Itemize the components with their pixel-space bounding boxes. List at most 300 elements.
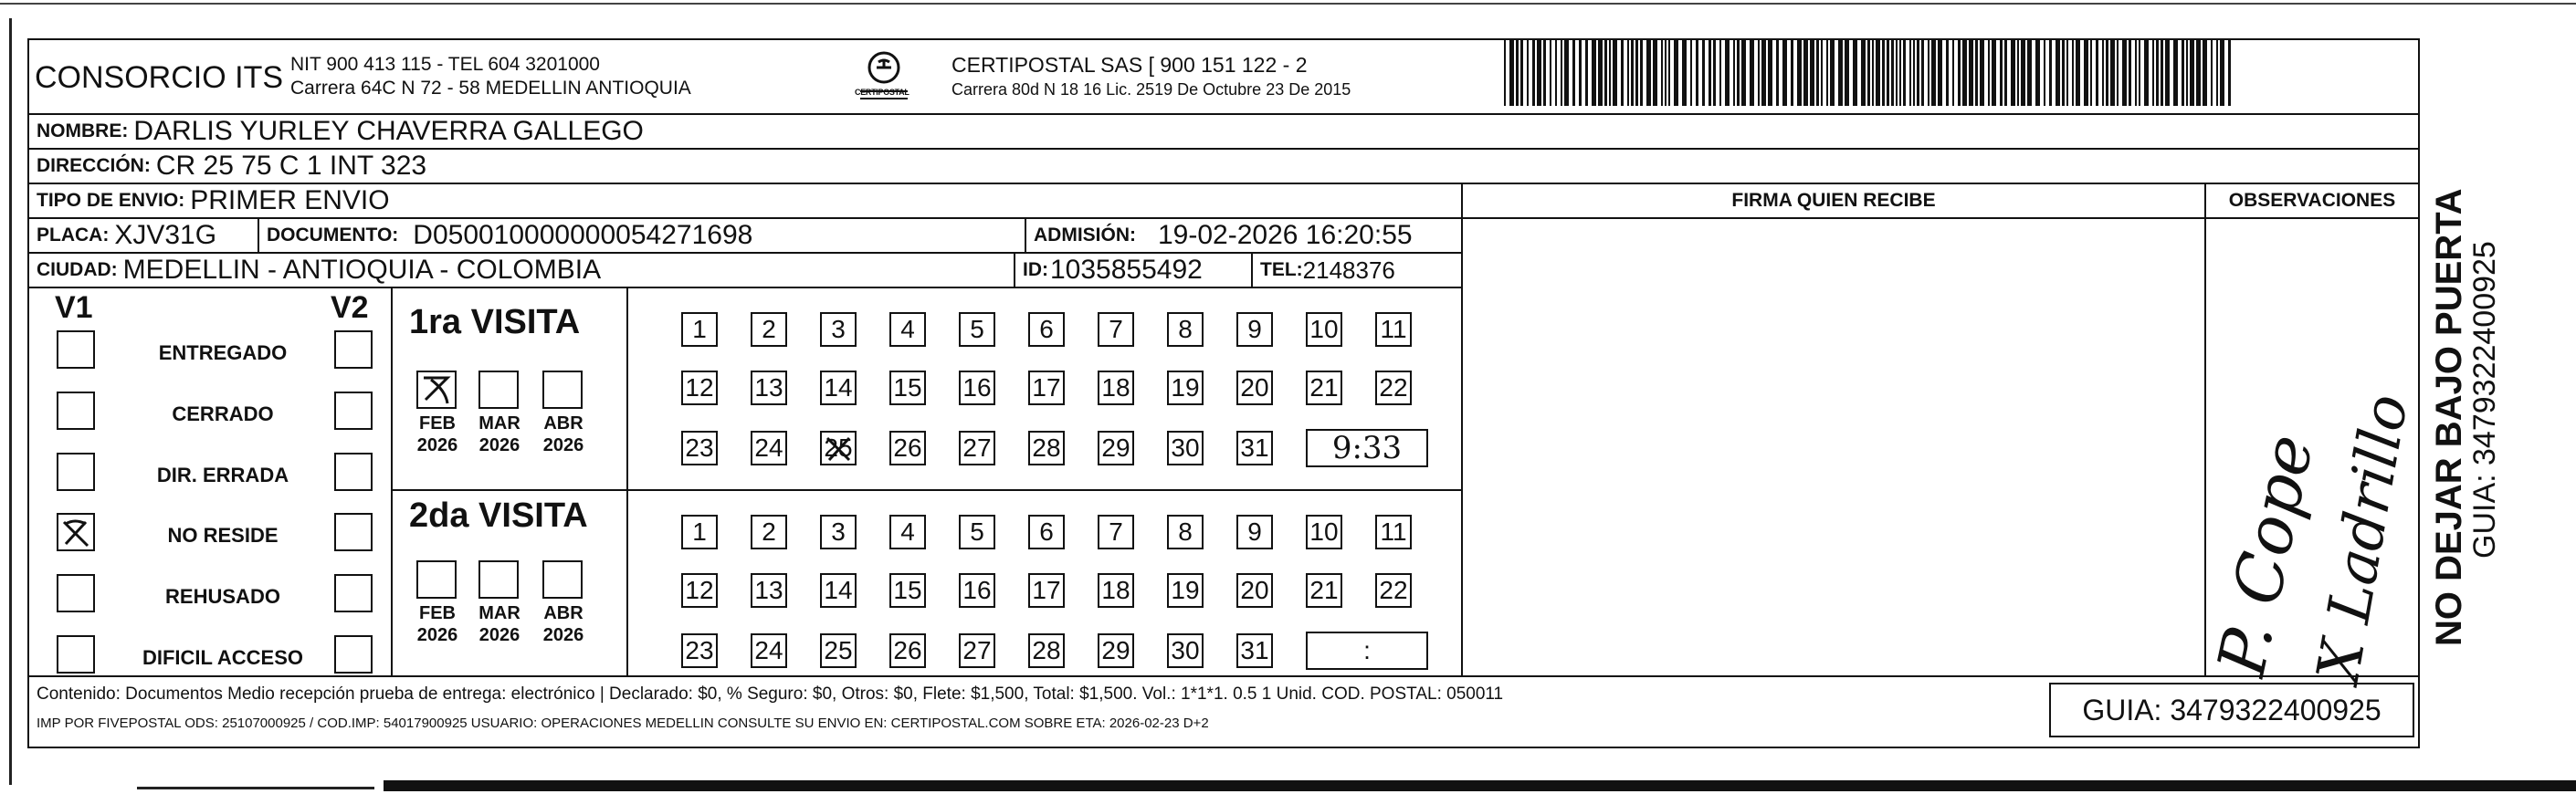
visit1-day-number: 7 <box>1109 315 1123 343</box>
visit2-day-box[interactable] <box>681 633 718 668</box>
side-guia: GUIA: 3479322400925 <box>2467 241 2502 559</box>
visit2-day-number: 24 <box>754 636 783 664</box>
visit1-day-box[interactable] <box>820 312 857 347</box>
barcode-bar <box>1791 40 1793 106</box>
visit1-day-box[interactable] <box>1306 371 1342 405</box>
visit1-month-checkbox[interactable] <box>542 371 583 409</box>
barcode-bar <box>1946 40 1949 106</box>
visit1-day-number: 14 <box>824 373 853 402</box>
visit2-day-number: 22 <box>1379 576 1408 604</box>
visit2-day-box[interactable] <box>959 633 995 668</box>
barcode-bar <box>1550 40 1551 106</box>
v1-checkbox[interactable] <box>57 513 95 551</box>
company-name: CONSORCIO ITS <box>35 60 284 95</box>
barcode-bar <box>1872 40 1874 106</box>
visit2-month-year: 2026 <box>478 625 520 645</box>
barcode-bar <box>1913 40 1915 106</box>
barcode-bar <box>1665 40 1667 106</box>
visit1-day-box[interactable] <box>959 312 995 347</box>
visit1-day-number: 31 <box>1240 434 1269 462</box>
visit1-day-box[interactable] <box>1167 371 1204 405</box>
barcode-bar <box>1604 40 1607 106</box>
ciudad-value: MEDELLIN - ANTIOQUIA - COLOMBIA <box>122 255 602 285</box>
barcode-bar <box>2072 40 2074 106</box>
visit2-day-number: 11 <box>1380 517 1407 546</box>
visit2-day-box[interactable] <box>681 573 718 608</box>
footer-guia-box <box>2049 683 2414 737</box>
visit1-day-box[interactable] <box>1236 312 1273 347</box>
visit2-month-checkbox[interactable] <box>416 560 457 599</box>
v2-checkbox[interactable] <box>334 574 373 612</box>
barcode-bar <box>2211 40 2213 106</box>
barcode-bar <box>1527 40 1529 106</box>
visit2-day-number: 6 <box>1039 517 1054 546</box>
visit2-day-number: 25 <box>824 636 853 664</box>
visit1-day-number: 10 <box>1309 315 1339 343</box>
status-label: REHUSADO <box>165 585 280 608</box>
visit2-day-number: 7 <box>1109 517 1123 546</box>
visit2-day-box[interactable] <box>1098 633 1134 668</box>
admision-value: 19-02-2026 16:20:55 <box>1158 220 1413 250</box>
visit1-month-name: ABR <box>543 413 584 434</box>
barcode-bar <box>2004 40 2007 106</box>
visit1-day-number: 16 <box>962 373 992 402</box>
barcode-bar <box>1520 40 1523 106</box>
visit2-day-number: 30 <box>1171 636 1200 664</box>
visit1-day-box[interactable] <box>1028 312 1065 347</box>
visit2-day-box[interactable] <box>889 515 926 549</box>
barcode-bar <box>1564 40 1569 106</box>
visit2-day-box[interactable] <box>1028 573 1065 608</box>
barcode-bar <box>1896 40 1898 106</box>
visit1-day-number: 30 <box>1171 434 1200 462</box>
status-label: DIFICIL ACCESO <box>142 646 303 669</box>
barcode-bar <box>2161 40 2163 106</box>
barcode-bar <box>1931 40 1936 106</box>
id-label: ID: <box>1023 259 1048 280</box>
visit2-day-box[interactable] <box>1167 515 1204 549</box>
v2-checkbox[interactable] <box>334 453 373 491</box>
visit1-day-number: 4 <box>900 315 915 343</box>
v2-checkbox[interactable] <box>334 635 373 674</box>
visit1-day-box[interactable] <box>1167 312 1204 347</box>
barcode-bar <box>1845 40 1849 106</box>
status-label: DIR. ERRADA <box>156 464 289 486</box>
barcode-bar <box>1826 40 1828 106</box>
visit1-day-number: 17 <box>1032 373 1061 402</box>
barcode-bar <box>1690 40 1692 106</box>
visit2-day-box[interactable] <box>889 633 926 668</box>
barcode-bar <box>2129 40 2131 106</box>
visit1-day-box[interactable] <box>1098 431 1134 465</box>
documento-cell <box>258 217 1026 254</box>
footer-guia: GUIA: 3479322400925 <box>2082 693 2381 726</box>
visit2-day-box[interactable] <box>820 633 857 668</box>
visit2-day-number: 2 <box>762 517 776 546</box>
visit1-day-number: 6 <box>1039 315 1054 343</box>
barcode-bar <box>1635 40 1638 106</box>
visit2-day-number: 18 <box>1101 576 1130 604</box>
visit2-day-box[interactable] <box>1375 573 1412 608</box>
barcode-bar <box>1572 40 1575 106</box>
barcode-bar <box>1899 40 1901 106</box>
barcode-bar <box>1646 40 1651 106</box>
visit2-day-box[interactable] <box>751 633 787 668</box>
barcode-bar <box>2066 40 2068 106</box>
tel-label: TEL: <box>1260 259 1303 280</box>
barcode-bar <box>1861 40 1866 106</box>
visit1-day-number: 3 <box>831 315 846 343</box>
barcode-bar <box>1958 40 1961 106</box>
barcode-bar <box>1975 40 1978 106</box>
visit2-day-box[interactable] <box>1236 515 1273 549</box>
barcode-bar <box>2203 40 2207 106</box>
barcode-bar <box>2144 40 2149 106</box>
barcode-bar <box>2182 40 2184 106</box>
visit1-day-number: 15 <box>893 373 922 402</box>
visit2-day-number: 29 <box>1101 636 1130 664</box>
v1-checkbox[interactable] <box>57 635 95 674</box>
barcode-bar <box>1682 40 1687 106</box>
v2-checkbox[interactable] <box>334 330 373 369</box>
barcode-bar <box>1653 40 1657 106</box>
barcode-bar <box>2106 40 2108 106</box>
barcode-bar <box>2216 40 2218 106</box>
visit1-day-box[interactable] <box>1236 431 1273 465</box>
visit2-day-number: 13 <box>754 576 783 604</box>
visit2-day-box[interactable] <box>681 515 718 549</box>
visit2-day-box[interactable] <box>959 515 995 549</box>
visit2-day-box[interactable] <box>1028 633 1065 668</box>
barcode-bar <box>2135 40 2137 106</box>
visit2-day-box[interactable] <box>1167 633 1204 668</box>
barcode-bar <box>2228 40 2231 106</box>
visit2-day-box[interactable] <box>1167 573 1204 608</box>
tel-cell <box>1251 252 1463 288</box>
visit2-day-box[interactable] <box>889 573 926 608</box>
barcode-bar <box>1631 40 1634 106</box>
barcode-bar <box>1830 40 1835 106</box>
footer-content-line: Contenido: Documentos Medio recepción prueba de entrega: electrónico | Declarado: $0, % Seguro: $0, Otros: $0, Flete: $1,500, Total: $1,500. Vol.: 1*1*1. 0.5 1 Unid. COD. POSTAL: 050011 <box>37 684 1504 704</box>
barcode-bar <box>1627 40 1629 106</box>
nombre-row <box>27 113 2420 150</box>
visit1-day-number: 19 <box>1171 373 1200 402</box>
visit2-day-box[interactable] <box>820 573 857 608</box>
visit1-day-box[interactable] <box>681 431 718 465</box>
barcode-bar <box>1516 40 1519 106</box>
barcode-bar <box>1598 40 1603 106</box>
barcode-bar <box>1509 40 1514 106</box>
visit1-month-checkbox[interactable] <box>478 371 519 409</box>
handwritten-check-mark-icon <box>418 372 455 409</box>
visit2-day-number: 3 <box>831 517 846 546</box>
observaciones-note-2: X Ladrillo <box>2305 389 2423 687</box>
observaciones-header: OBSERVACIONES <box>2228 190 2396 211</box>
visit2-day-box[interactable] <box>959 573 995 608</box>
visit1-day-number: 26 <box>893 434 922 462</box>
visit2-month-year: 2026 <box>416 625 458 645</box>
visit1-day-box[interactable] <box>1375 371 1412 405</box>
barcode-bar <box>1713 40 1716 106</box>
visit1-month-year: 2026 <box>478 435 520 455</box>
barcode-bar <box>1992 40 1996 106</box>
page-edge-bottom <box>384 780 2576 791</box>
barcode-bar <box>1887 40 1889 106</box>
barcode-bar <box>1537 40 1541 106</box>
barcode-bar <box>1962 40 1967 106</box>
v2-checkbox[interactable] <box>334 513 373 551</box>
v1-checkbox[interactable] <box>57 392 95 430</box>
visit1-day-box[interactable] <box>820 431 857 465</box>
admision-cell <box>1025 217 1463 254</box>
documento-value: D050010000000054271698 <box>413 220 753 250</box>
barcode-bar <box>1952 40 1954 106</box>
visit1-day-box[interactable] <box>681 312 718 347</box>
visit1-day-number: 25 <box>824 434 853 462</box>
nombre-value: DARLIS YURLEY CHAVERRA GALLEGO <box>133 116 644 146</box>
courier-name: CERTIPOSTAL SAS [ 900 151 122 - 2 <box>952 53 1308 77</box>
visit1-day-number: 27 <box>962 434 992 462</box>
visit2-day-number: 28 <box>1032 636 1061 664</box>
barcode-bar <box>2152 40 2154 106</box>
barcode-bar <box>2056 40 2060 106</box>
visit2-day-box[interactable] <box>1028 515 1065 549</box>
footer-print-line: IMP POR FIVEPOSTAL ODS: 25107000925 / COD.IMP: 54017900925 USUARIO: OPERACIONES MEDELLIN CONSULTE SU ENVIO EN: CERTIPOSTAL.COM SOBRE ETA: 2026-02-23 D+2 <box>37 716 1209 731</box>
barcode-bar <box>2186 40 2188 106</box>
barcode-bar <box>1709 40 1711 106</box>
visit1-day-box[interactable] <box>751 312 787 347</box>
visit1-day-number: 2 <box>762 315 776 343</box>
barcode-bar <box>1504 40 1506 106</box>
visit1-month-checkbox[interactable] <box>416 371 457 409</box>
visit1-day-number: 1 <box>692 315 707 343</box>
placa-label: PLACA: <box>37 225 110 246</box>
visit2-month-checkbox[interactable] <box>478 560 519 599</box>
id-cell <box>1014 252 1253 288</box>
visit2-month-name: ABR <box>543 603 584 623</box>
page-edge-bottom-left <box>137 787 374 789</box>
visit1-month-name: MAR <box>478 413 520 434</box>
barcode-bar <box>2062 40 2065 106</box>
visit1-day-box[interactable] <box>889 371 926 405</box>
barcode-bar <box>1696 40 1698 106</box>
barcode-bar <box>1750 40 1754 106</box>
visit2-day-number: 27 <box>962 636 992 664</box>
barcode-bar <box>2139 40 2140 106</box>
visit2-day-box[interactable] <box>1236 573 1273 608</box>
visit2-day-box[interactable] <box>1375 515 1412 549</box>
barcode-bar <box>2165 40 2170 106</box>
visit1-day-box[interactable] <box>1098 312 1134 347</box>
barcode-bar <box>2122 40 2127 106</box>
v2-checkbox[interactable] <box>334 392 373 430</box>
visit2-day-box[interactable] <box>1306 573 1342 608</box>
visit2-day-number: 31 <box>1240 636 1269 664</box>
barcode-bar <box>1532 40 1535 106</box>
visit1-day-box[interactable] <box>1167 431 1204 465</box>
visit2-day-box[interactable] <box>751 515 787 549</box>
direccion-value: CR 25 75 C 1 INT 323 <box>155 151 427 181</box>
barcode-bar <box>1543 40 1546 106</box>
barcode-bar <box>1621 40 1624 106</box>
visit1-day-box[interactable] <box>1236 371 1273 405</box>
barcode-bar <box>1876 40 1880 106</box>
visit2-month-year: 2026 <box>542 625 584 645</box>
barcode-bar <box>1816 40 1819 106</box>
barcode-bar <box>1821 40 1823 106</box>
visit1-day-number: 24 <box>754 434 783 462</box>
visit1-day-number: 13 <box>754 373 783 402</box>
visit1-day-number: 23 <box>685 434 714 462</box>
visit1-day-box[interactable] <box>959 371 995 405</box>
nombre-label: NOMBRE: <box>37 120 129 141</box>
firma-header-cell <box>1461 183 2206 219</box>
barcode-bar <box>2027 40 2032 106</box>
barcode-bar <box>1561 40 1562 106</box>
visit1-day-box[interactable] <box>1028 371 1065 405</box>
company-nit: NIT 900 413 115 - TEL 604 3201000 <box>290 54 600 75</box>
barcode-bar <box>1867 40 1870 106</box>
visit1-day-box[interactable] <box>959 431 995 465</box>
status-label: NO RESIDE <box>167 524 279 547</box>
visit2-day-number: 16 <box>962 576 992 604</box>
barcode-bar <box>2102 40 2104 106</box>
visit1-month-name: FEB <box>419 413 456 434</box>
barcode-bar <box>1891 40 1894 106</box>
admision-label: ADMISIÓN: <box>1034 225 1136 246</box>
visit2-day-number: 1 <box>692 517 707 546</box>
visit1-day-number: 9 <box>1247 315 1262 343</box>
visit2-day-box[interactable] <box>1098 515 1134 549</box>
visit2-day-number: 14 <box>824 576 853 604</box>
visit2-time: : <box>1363 636 1371 664</box>
barcode-bar <box>1921 40 1924 106</box>
visit2-day-number: 15 <box>893 576 922 604</box>
visit2-day-box[interactable] <box>820 515 857 549</box>
courier-address: Carrera 80d N 18 16 Lic. 2519 De Octubre 23 De 2015 <box>952 80 1351 99</box>
visit1-day-box[interactable] <box>820 371 857 405</box>
barcode-bar <box>1661 40 1663 106</box>
visit2-day-box[interactable] <box>751 573 787 608</box>
barcode-bar <box>1917 40 1919 106</box>
barcode-bar <box>1609 40 1611 106</box>
barcode-bar <box>2156 40 2159 106</box>
visit2-day-number: 19 <box>1171 576 1200 604</box>
visit2-day-number: 9 <box>1247 517 1262 546</box>
id-value: 1035855492 <box>1050 255 1203 285</box>
barcode-bar <box>1674 40 1678 106</box>
visit1-day-box[interactable] <box>889 431 926 465</box>
page-edge-left <box>9 18 12 785</box>
tipo-value: PRIMER ENVIO <box>190 185 390 215</box>
barcode-bar <box>2220 40 2224 106</box>
company-address: Carrera 64C N 72 - 58 MEDELLIN ANTIOQUIA <box>290 78 691 99</box>
barcode-bar <box>1803 40 1808 106</box>
barcode-bar <box>2000 40 2003 106</box>
status-label: ENTREGADO <box>158 341 288 364</box>
visit2-day-number: 8 <box>1178 517 1193 546</box>
visit1-day-number: 21 <box>1309 373 1339 402</box>
visit2-day-box[interactable] <box>1098 573 1134 608</box>
barcode-bar <box>1810 40 1814 106</box>
visit2-month-name: FEB <box>419 603 456 623</box>
handwritten-x-mark-icon <box>822 433 857 472</box>
visit1-time-box[interactable] <box>1306 429 1428 467</box>
barcode-bar <box>1592 40 1596 106</box>
barcode-bar <box>2035 40 2040 106</box>
barcode-bar <box>1668 40 1670 106</box>
visit1-day-box[interactable] <box>751 431 787 465</box>
visit2-day-number: 12 <box>685 576 714 604</box>
barcode-bar <box>2173 40 2178 106</box>
visit1-day-box[interactable] <box>889 312 926 347</box>
barcode-bar <box>1761 40 1766 106</box>
visit1-day-box[interactable] <box>1098 371 1134 405</box>
visit2-day-number: 21 <box>1309 576 1339 604</box>
visit1-day-box[interactable] <box>1375 312 1412 347</box>
barcode <box>1502 40 2233 106</box>
v1-checkbox[interactable] <box>57 453 95 491</box>
visit2-month-checkbox[interactable] <box>542 560 583 599</box>
visit1-day-box[interactable] <box>1306 312 1342 347</box>
barcode-bar <box>2110 40 2115 106</box>
barcode-bar <box>1741 40 1746 106</box>
visit1-day-box[interactable] <box>681 371 718 405</box>
barcode-bar <box>1737 40 1740 106</box>
placa-value: XJV31G <box>114 220 217 250</box>
visit2-title: 2da VISITA <box>409 496 588 535</box>
barcode-bar <box>2021 40 2025 106</box>
barcode-bar <box>1768 40 1772 106</box>
visit2-day-number: 10 <box>1309 517 1339 546</box>
ciudad-cell <box>27 252 1015 288</box>
barcode-bar <box>2011 40 2015 106</box>
barcode-bar <box>1903 40 1906 106</box>
barcode-bar <box>1640 40 1643 106</box>
visit1-day-number: 8 <box>1178 315 1193 343</box>
firma-header: FIRMA QUIEN RECIBE <box>1731 190 1936 211</box>
barcode-bar <box>1579 40 1582 106</box>
barcode-bar <box>1702 40 1705 106</box>
visit1-title: 1ra VISITA <box>409 303 581 341</box>
v1-checkbox[interactable] <box>57 574 95 612</box>
status-label: CERRADO <box>172 402 274 425</box>
tipo-row <box>27 183 1463 219</box>
firma-column <box>1461 183 2206 677</box>
side-warning: NO DEJAR BAJO PUERTA <box>2429 188 2469 646</box>
visit1-day-box[interactable] <box>1028 431 1065 465</box>
barcode-bar <box>2090 40 2092 106</box>
barcode-bar <box>2017 40 2019 106</box>
logo-text: CERTIPOSTAL <box>855 88 909 97</box>
visit2-day-box[interactable] <box>1236 633 1273 668</box>
v1-label: V1 <box>55 290 93 325</box>
visit1-day-box[interactable] <box>751 371 787 405</box>
barcode-bar <box>1758 40 1760 106</box>
visit1-day-number: 11 <box>1380 315 1407 343</box>
visit1-day-number: 20 <box>1240 373 1269 402</box>
barcode-bar <box>1776 40 1779 106</box>
tel-value: 2148376 <box>1302 256 1395 284</box>
barcode-bar <box>1928 40 1929 106</box>
visit2-time-box[interactable] <box>1306 632 1428 670</box>
visit2-day-number: 4 <box>900 517 915 546</box>
barcode-bar <box>2076 40 2080 106</box>
v1-checkbox[interactable] <box>57 330 95 369</box>
barcode-bar <box>1838 40 1843 106</box>
page-edge-top <box>0 3 2576 5</box>
visit2-day-box[interactable] <box>1306 515 1342 549</box>
